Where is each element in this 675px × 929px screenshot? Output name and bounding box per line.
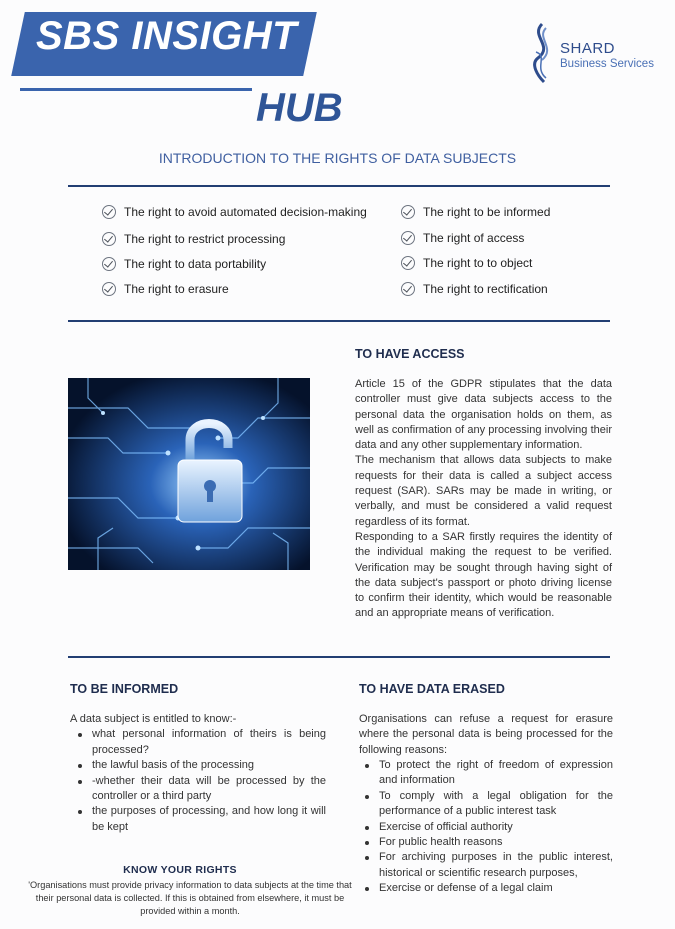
right-label: The right to restrict processing <box>124 232 286 246</box>
right-item <box>401 205 550 219</box>
list-item: Exercise of official authority <box>361 820 613 835</box>
informed-body <box>70 712 326 835</box>
right-label: The right to erasure <box>124 282 229 296</box>
divider <box>68 185 610 187</box>
company-logo <box>526 22 666 84</box>
list-item: To comply with a legal obligation for the performance of a public interest task <box>361 789 613 820</box>
informed-list <box>74 727 326 835</box>
right-item <box>102 282 229 296</box>
right-item <box>401 231 524 245</box>
access-paragraph: Article 15 of the GDPR stipulates that the data controller must give data subjects access to the personal data the organisation holds on them, as well as confirmation of any processing involving their data and any other supplementary information. <box>355 378 612 452</box>
logo-name: SHARD <box>560 40 616 57</box>
right-item <box>401 282 548 296</box>
padlock-circuit-image <box>68 378 310 570</box>
erased-intro: Organisations can refuse a request for erasure where the personal data is being processed for the following reasons: <box>359 713 613 756</box>
right-label: The right to avoid automated decision-making <box>124 205 367 219</box>
right-label: The right to rectification <box>423 282 548 296</box>
shard-swirl-logo-icon <box>526 22 558 84</box>
right-item <box>401 256 532 270</box>
access-paragraph: The mechanism that allows data subjects to make requests for their data is called a subject access request (SAR). SARs may be made in writing, or verbally, and must be considered a valid request regardless of its format. <box>355 454 612 528</box>
right-item <box>102 205 367 219</box>
page-subtitle: INTRODUCTION TO THE RIGHTS OF DATA SUBJECTS <box>158 150 517 166</box>
list-item: To protect the right of freedom of expression and information <box>361 758 613 789</box>
check-circle-icon <box>401 282 415 296</box>
access-body <box>355 377 612 622</box>
check-circle-icon <box>401 256 415 270</box>
divider <box>68 656 610 658</box>
list-item: what personal information of theirs is being processed? <box>74 727 326 758</box>
divider <box>68 320 610 322</box>
check-circle-icon <box>401 231 415 245</box>
right-label: The right of access <box>423 231 525 245</box>
informed-intro: A data subject is entitled to know:- <box>70 713 237 725</box>
list-item: the lawful basis of the processing <box>74 758 326 773</box>
list-item: Exercise or defense of a legal claim <box>361 881 613 896</box>
right-label: The right to be informed <box>423 205 551 219</box>
access-heading: TO HAVE ACCESS <box>355 347 465 361</box>
logo-subtitle: Business Services <box>560 58 654 70</box>
erased-body <box>359 712 613 897</box>
check-circle-icon <box>102 232 116 246</box>
list-item: For archiving purposes in the public interest, historical or scientific research purposes, <box>361 850 613 881</box>
right-item <box>102 232 285 246</box>
footnote: 'Organisations must provide privacy information to data subjects at the time that their personal data is collected. If this is obtained from elsewhere, it must be provided within a month. <box>28 880 352 916</box>
right-label: The right to to object <box>423 256 533 270</box>
banner-underline <box>20 88 252 91</box>
erased-heading: TO HAVE DATA ERASED <box>359 682 505 696</box>
list-item: For public health reasons <box>361 835 613 850</box>
hub-title: HUB <box>256 86 343 130</box>
access-paragraph: Responding to a SAR firstly requires the identity of the individual making the request to be verified. Verification may be sought through having sight of the data subject's passport or photo driving license to confirm their identity, which would be reasonable and an appropriate means of verification. <box>355 530 612 620</box>
know-your-rights-heading: KNOW YOUR RIGHTS <box>123 864 237 876</box>
check-circle-icon <box>102 257 116 271</box>
right-item <box>102 257 266 271</box>
check-circle-icon <box>102 282 116 296</box>
check-circle-icon <box>401 205 415 219</box>
erased-list <box>361 758 613 897</box>
check-circle-icon <box>102 205 116 219</box>
right-label: The right to data portability <box>124 257 267 271</box>
list-item: -whether their data will be processed by the controller or a third party <box>74 774 326 805</box>
banner-title: SBS INSIGHT <box>36 14 298 58</box>
informed-heading: TO BE INFORMED <box>70 682 179 696</box>
list-item: the purposes of processing, and how long it will be kept <box>74 804 326 835</box>
